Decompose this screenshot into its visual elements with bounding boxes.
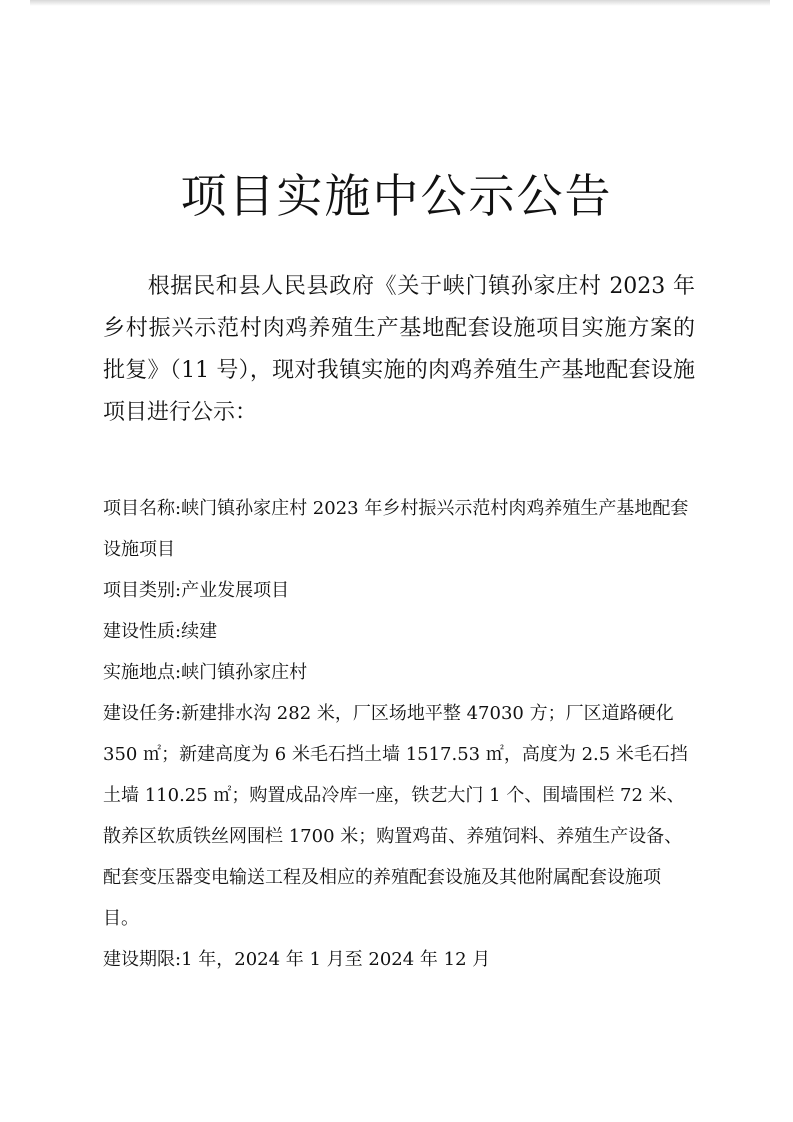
- detail-project-category: [103, 570, 695, 611]
- detail-label: 建设任务:: [103, 703, 182, 724]
- intro-text: 根据民和县人民县政府《关于峡门镇孙家庄村 2023 年乡村振兴示范村肉鸡养殖生产基地配套设施项目实施方案的批复》（11 号），现对我镇实施的肉鸡养殖生产基地配套设施项目进行公示：: [103, 274, 695, 425]
- detail-label: 项目类别:: [103, 580, 182, 601]
- detail-project-name: [103, 488, 695, 570]
- scan-edge: [30, 0, 770, 6]
- detail-construction-tasks: [103, 693, 695, 939]
- detail-label: 实施地点:: [103, 662, 182, 683]
- detail-value: 续建: [181, 621, 218, 642]
- detail-value: 峡门镇孙家庄村: [181, 662, 308, 683]
- project-details: [103, 488, 695, 980]
- detail-location: [103, 652, 695, 693]
- intro-paragraph: [103, 266, 695, 434]
- detail-construction-nature: [103, 611, 695, 652]
- detail-label: 建设期限:: [103, 949, 182, 970]
- page-title: 项目实施中公示公告: [180, 169, 613, 223]
- detail-value: 新建排水沟 282 米，厂区场地平整 47030 方；厂区道路硬化 350 ㎡；新建高度为 6 米毛石挡土墙 1517.53 ㎡，高度为 2.5 米毛石挡土墙 110.25 ㎡；购置成品冷库一座，铁艺大门 1 个、围墙围栏 72 米、散养区软质铁丝网围栏 1700 米；购置鸡苗、养殖饲料、养殖生产设备、配套变压器变电输送工程及相应的养殖配套设施及其他附属配套设施项目。: [103, 703, 688, 929]
- detail-value: 产业发展项目: [181, 580, 290, 601]
- detail-label: 建设性质:: [103, 621, 182, 642]
- detail-value: 1 年，2024 年 1 月至 2024 年 12 月: [181, 949, 491, 970]
- detail-value: 峡门镇孙家庄村 2023 年乡村振兴示范村肉鸡养殖生产基地配套设施项目: [103, 498, 689, 560]
- detail-label: 项目名称:: [103, 498, 182, 519]
- detail-construction-period: [103, 939, 695, 980]
